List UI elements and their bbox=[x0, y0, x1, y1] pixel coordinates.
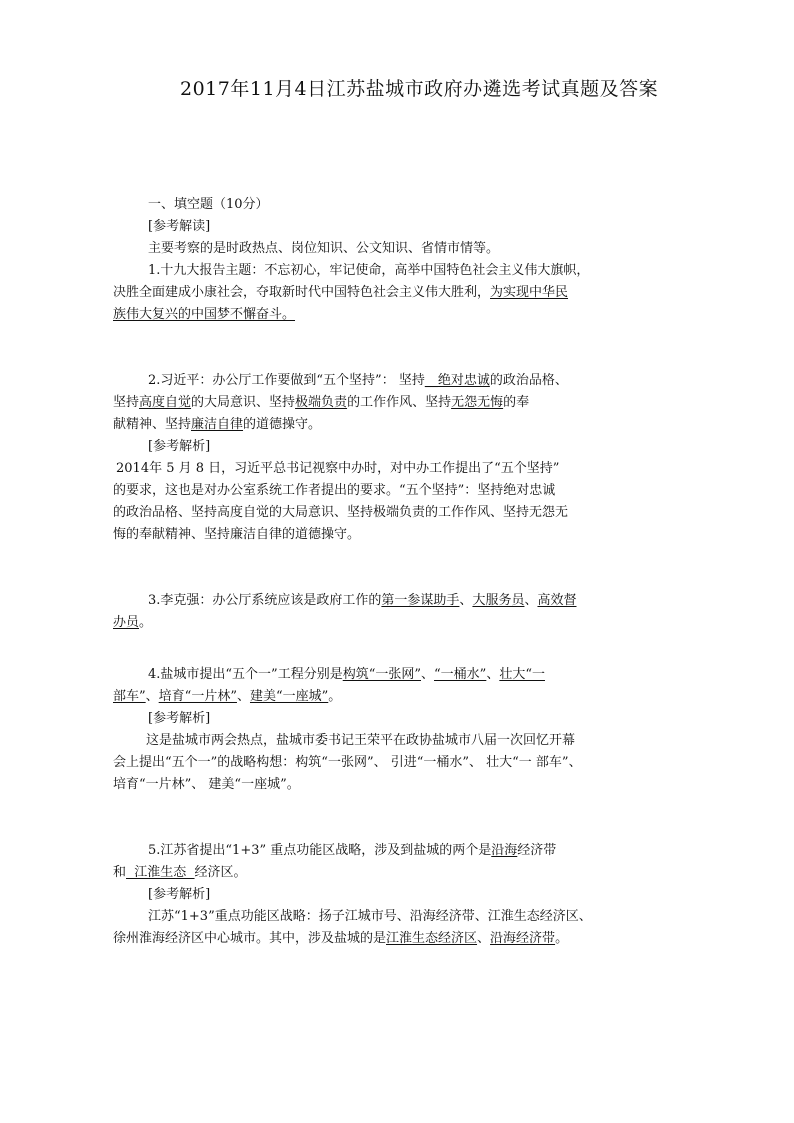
q4-analysis-line: 这是盐城市两会热点，盐城市委书记王荣平在政协盐城市八届一次回忆开幕 bbox=[146, 733, 576, 748]
q2-text: 的工作作风、坚持 bbox=[347, 395, 452, 410]
q1-text: 决胜全面建成小康社会，夺取新时代中国特色社会主义伟大胜利， bbox=[113, 285, 491, 300]
q2-line-2 bbox=[113, 392, 733, 414]
q2-text: 献精神、坚持 bbox=[113, 417, 192, 432]
q2-answer-5: 廉洁自律 bbox=[191, 417, 244, 432]
q1-answer-part-2: 族伟大复兴的中国梦不懈奋斗。 bbox=[113, 307, 296, 322]
q5-analysis-line: 江苏“1+3”重点功能区战略：扬子江城市号、沿海经济带、江淮生态经济区、 bbox=[148, 909, 592, 924]
q3-text: 、 bbox=[459, 593, 473, 608]
q5-highlight-2: 沿海经济带 bbox=[490, 931, 556, 946]
q5-text: 和 bbox=[113, 865, 127, 880]
q2-text: 的道德操守。 bbox=[243, 417, 322, 432]
document-title: 2017年11月4日江苏盐城市政府办遴选考试真题及答案 bbox=[180, 78, 659, 100]
q5-text: 。 bbox=[555, 931, 569, 946]
q4-line-1 bbox=[113, 664, 733, 686]
q5-answer-1: 沿海 bbox=[491, 843, 518, 858]
q5-line-1 bbox=[113, 840, 733, 862]
q4-answer-4: 培育“一片林” bbox=[158, 689, 237, 704]
q4-line-2 bbox=[113, 686, 733, 708]
q2-answer-2: 高度自觉 bbox=[139, 395, 192, 410]
reference-label: [参考解析] bbox=[148, 439, 211, 454]
q3-period: 。 bbox=[139, 615, 153, 630]
q2-text: 的奉 bbox=[503, 395, 530, 410]
q4-text: 。 bbox=[328, 689, 342, 704]
q4-text: 、 bbox=[486, 667, 500, 682]
reference-label: [参考解读] bbox=[148, 219, 211, 234]
q3-answer-1: 第一参谋助手 bbox=[381, 593, 460, 608]
q3-text: 、 bbox=[524, 593, 538, 608]
q4-answer-1: 构筑“一张网” bbox=[342, 667, 421, 682]
q5-text: 5.江苏省提出“1+3” 重点功能区战略，涉及到盐城的两个是 bbox=[148, 843, 492, 858]
q1-answer-part-1: 为实现中华民 bbox=[490, 285, 569, 300]
reference-label: [参考解析] bbox=[148, 711, 211, 726]
section-heading: 一、填空题（10分） bbox=[148, 197, 269, 212]
q4-text: 、 bbox=[145, 689, 159, 704]
q2-analysis-line: 悔的奉献精神、坚持廉洁自律的道德操守。 bbox=[113, 527, 361, 542]
reference-text: 主要考察的是时政热点、岗位知识、公文知识、省情市情等。 bbox=[148, 241, 500, 256]
q4-text: 、 bbox=[421, 667, 435, 682]
q2-analysis-line: 2014年 5 月 8 日，习近平总书记视察中办时，对中办工作提出了“五个坚持” bbox=[116, 461, 560, 476]
q4-text: 4.盐城市提出“五个一”工程分别是 bbox=[148, 667, 343, 682]
q4-answer-3: 壮大“一 bbox=[499, 667, 545, 682]
q5-text: 经济带 bbox=[517, 843, 557, 858]
q2-text: 2.习近平：办公厅工作要做到“五个坚持”： 坚持 bbox=[148, 373, 425, 388]
q2-analysis-line: 的政治品格、坚持高度自觉的大局意识、坚持极端负责的工作作风、坚持无怨无 bbox=[113, 505, 569, 520]
q4-answer-2: “一桶水” bbox=[434, 667, 487, 682]
q4-answer-3-cont: 部车” bbox=[113, 689, 146, 704]
q5-text: 、 bbox=[477, 931, 491, 946]
q4-text: 、 bbox=[236, 689, 250, 704]
q3-line-2 bbox=[113, 612, 733, 634]
q1-line-1: 1.十九大报告主题：不忘初心，牢记使命，高举中国特色社会主义伟大旗帜， bbox=[148, 263, 590, 278]
q5-line-2 bbox=[113, 862, 733, 884]
q2-answer-1: __绝对忠诚 bbox=[424, 373, 490, 388]
q3-answer-2: 大服务员 bbox=[472, 593, 525, 608]
q2-text: 的大局意识、坚持 bbox=[191, 395, 296, 410]
q3-line-1 bbox=[113, 590, 733, 612]
q1-line-2 bbox=[113, 282, 733, 304]
q3-answer-3-cont: 办员 bbox=[113, 615, 140, 630]
q2-answer-3: 极端负责 bbox=[295, 395, 348, 410]
q2-text: 的政治品格、 bbox=[489, 373, 568, 388]
q2-line-1 bbox=[113, 370, 733, 392]
q3-answer-3: 高效督 bbox=[537, 593, 577, 608]
q1-line-3 bbox=[113, 304, 733, 326]
q5-analysis-line bbox=[113, 928, 733, 950]
q3-text: 3.李克强：办公厅系统应该是政府工作的 bbox=[148, 593, 382, 608]
q4-analysis-line: 会上提出“五个一”的战略构想：构筑“一张网”、 引进“一桶水”、 壮大“一 部车”、 bbox=[113, 755, 582, 770]
q2-answer-4: 无怨无悔 bbox=[451, 395, 504, 410]
q4-answer-5: 建美“一座城” bbox=[249, 689, 329, 704]
q5-text: 徐州淮海经济区中心城市。其中，涉及盐城的是 bbox=[113, 931, 387, 946]
q2-line-3 bbox=[113, 414, 733, 436]
q5-highlight-1: 江淮生态经济区 bbox=[386, 931, 478, 946]
reference-label: [参考解析] bbox=[148, 887, 211, 902]
document-body bbox=[113, 194, 733, 950]
q5-text: 经济区。 bbox=[194, 865, 247, 880]
q2-text: 坚持 bbox=[113, 395, 140, 410]
q5-answer-2: 江淮生态 bbox=[126, 865, 195, 880]
q2-analysis-line: 的要求，这也是对办公室系统工作者提出的要求。“五个坚持”：坚持绝对忠诚 bbox=[113, 483, 556, 498]
q4-analysis-line: 培育“一片林”、 建美“一座城”。 bbox=[113, 777, 300, 792]
